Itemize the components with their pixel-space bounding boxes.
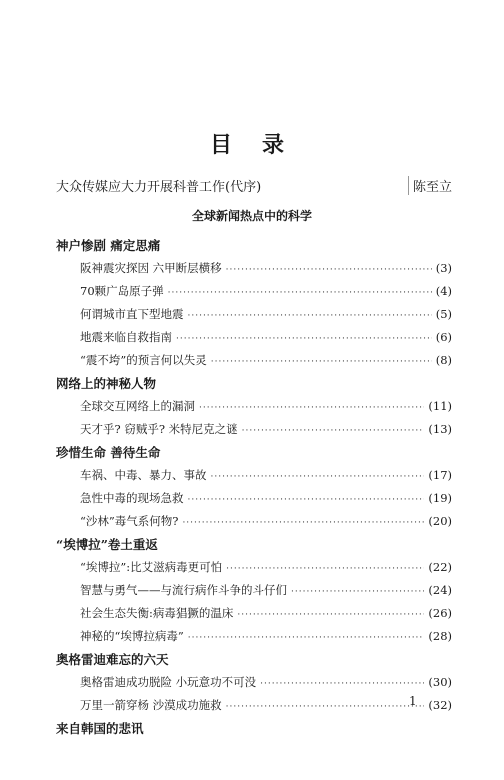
toc-entry-text: 70颗广岛原子弹 [80, 284, 164, 298]
toc-list [56, 234, 452, 740]
toc-entry-text: 阪神震灾探因 六甲断层横移 [80, 261, 222, 275]
dot-leader [237, 604, 424, 627]
toc-chapter-title: 奥格雷迪难忘的六天 [56, 652, 169, 667]
dot-leader [188, 305, 432, 328]
toc-chapter-title: 珍惜生命 善待生命 [56, 445, 161, 460]
toc-chapter-title: 网络上的神秘人物 [56, 376, 157, 391]
toc-entry [56, 671, 452, 694]
toc-entry [56, 602, 452, 625]
preface-text: 大众传媒应大力开展科普工作(代序) [56, 180, 262, 195]
toc-entry [56, 694, 452, 717]
dot-leader [242, 420, 425, 443]
dot-leader [188, 627, 425, 650]
toc-entry-page: (17) [428, 468, 452, 482]
toc-entry [56, 303, 452, 326]
dot-leader [226, 696, 425, 719]
dot-leader [260, 673, 424, 696]
toc-entry-text: 神秘的“埃博拉病毒” [80, 629, 184, 643]
toc-entry-text: “震不垮”的预言何以失灵 [80, 353, 207, 367]
toc-entry-text: 何谓城市直下型地震 [80, 307, 184, 321]
toc-entry-text: 地震来临自救指南 [80, 330, 172, 344]
section-title: 全球新闻热点中的科学 [191, 209, 312, 223]
toc-entry-page: (6) [435, 330, 452, 344]
toc-entry-text: “埃博拉”:比艾滋病毒更可怕 [80, 560, 223, 574]
toc-chapter-title: “埃博拉”卷土重返 [56, 537, 158, 552]
dot-leader [168, 282, 432, 305]
toc-entry-page: (32) [428, 698, 452, 712]
toc-entry-text: 急性中毒的现场急救 [80, 491, 184, 505]
toc-entry [56, 257, 452, 280]
toc-entry-text: 全球交互网络上的漏洞 [80, 399, 195, 413]
dot-leader [291, 581, 424, 604]
page-title: 目录 [209, 133, 314, 158]
toc-entry-text: 智慧与勇气——与流行病作斗争的斗仔们 [80, 583, 287, 597]
dot-leader [176, 328, 432, 351]
toc-entry [56, 579, 452, 602]
toc-entry-text: 天才乎? 窃贼乎? 米特尼克之谜 [80, 422, 238, 436]
toc-entry-page: (19) [428, 491, 452, 505]
toc-entry [56, 510, 452, 533]
toc-entry [56, 556, 452, 579]
toc-entry-page: (13) [428, 422, 452, 436]
toc-entry-page: (20) [428, 514, 452, 528]
toc-entry [56, 280, 452, 303]
toc-chapter-title: 神户惨剧 痛定思痛 [56, 238, 161, 253]
toc-entry-page: (5) [435, 307, 452, 321]
toc-entry-page: (4) [435, 284, 452, 298]
toc-entry-page: (26) [428, 606, 452, 620]
preface-author: 陈至立 [408, 176, 452, 195]
toc-entry-page: (3) [435, 261, 452, 275]
toc-entry [56, 625, 452, 648]
toc-entry-text: 奥格雷迪成功脱险 小玩意功不可没 [80, 675, 257, 689]
toc-entry [56, 349, 452, 372]
dot-leader [182, 512, 424, 535]
dot-leader [199, 397, 424, 420]
dot-leader [226, 259, 432, 282]
toc-entry-page: (30) [428, 675, 452, 689]
toc-entry-page: (24) [428, 583, 452, 597]
dot-leader [211, 351, 432, 374]
page-number: 1 [409, 694, 417, 708]
dot-leader [211, 466, 425, 489]
toc-entry-page: (8) [435, 353, 452, 367]
toc-entry-page: (28) [428, 629, 452, 643]
toc-entry-page: (22) [428, 560, 452, 574]
toc-entry [56, 418, 452, 441]
toc-entry-text: 社会生态失衡:病毒猖獗的温床 [80, 606, 234, 620]
toc-entry [56, 487, 452, 510]
preface-line [56, 176, 452, 195]
toc-entry [56, 464, 452, 487]
dot-leader [188, 489, 425, 512]
toc-entry-text: 车祸、中毒、暴力、事故 [80, 468, 207, 482]
toc-entry-text: “沙林”毒气系何物? [80, 514, 179, 528]
toc-chapter-title: 来自韩国的悲讯 [56, 721, 144, 736]
toc-entry [56, 395, 452, 418]
toc-entry [56, 326, 452, 349]
toc-entry-page: (11) [428, 399, 452, 413]
toc-entry-text: 万里一箭穿杨 沙漠成功施救 [80, 698, 222, 712]
dot-leader [226, 558, 424, 581]
